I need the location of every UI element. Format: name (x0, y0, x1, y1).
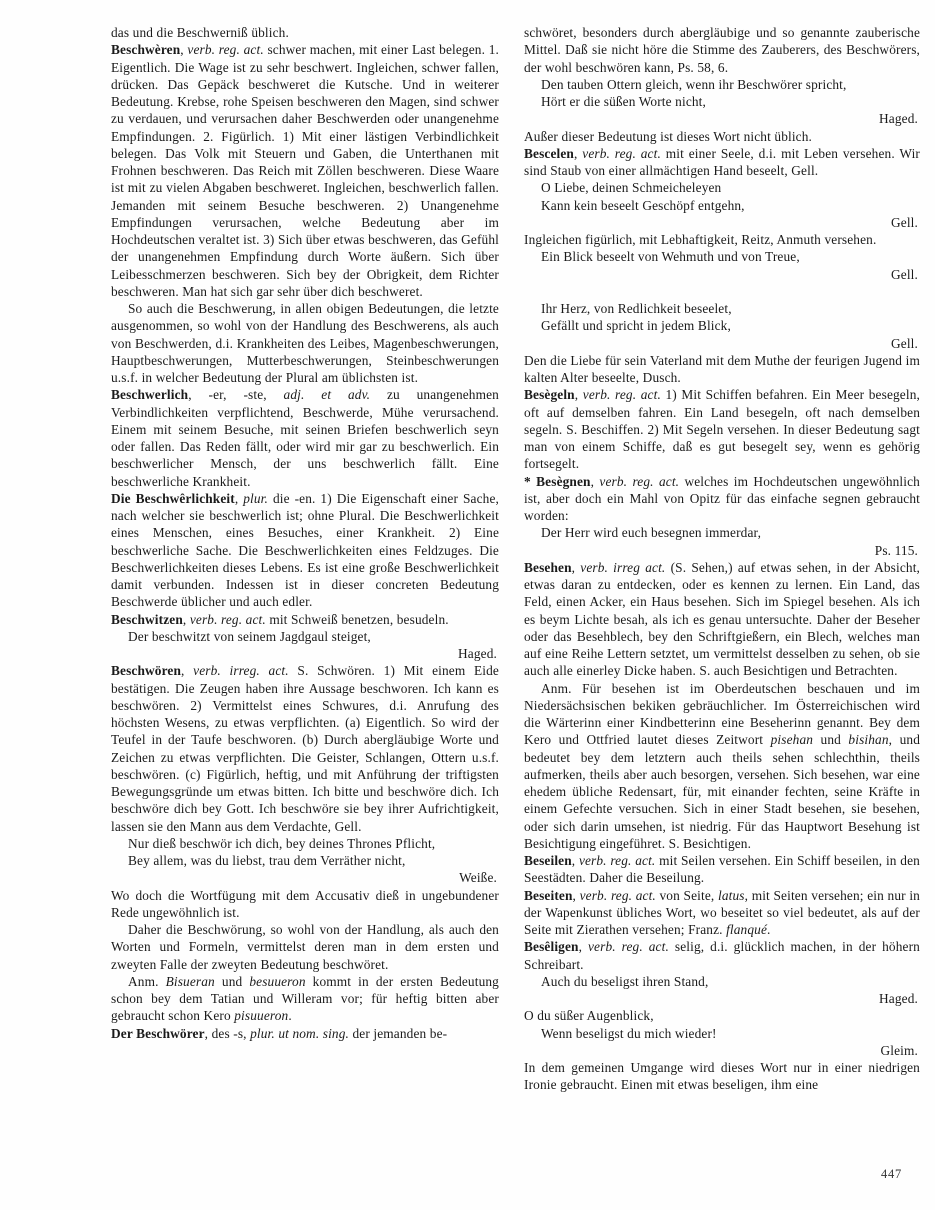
quotation-attribution: Gell. (891, 335, 918, 351)
dictionary-entry-beschwerlich (111, 386, 499, 490)
entry-body: mit einer Seele, d.i. mit Leben versehen. Wir sind Staub von einer allmächtigen Hand beseelt, Gell. (524, 145, 920, 178)
french-gloss: flanqué (726, 922, 768, 937)
quotation-attribution: Weiße. (459, 870, 497, 886)
right-text-column (524, 24, 920, 1164)
grammar-label: verb. reg. act. (579, 887, 656, 903)
quotation-line: Bey allem, was du liebst, trau dem Verräther nicht, (128, 853, 406, 868)
etymology-note (111, 973, 499, 1025)
entry-body: S. Schwören. 1) Mit einem Eide bestätigen. Die Zeugen haben ihre Aussage beschworen. Ich kann es beschwören. 2) Vermittelst eines Schwures, d.i. Anrufung des höchsten Wesens, zu etwas verpflichten. (a) Eigentlich. So wird der Teufel in der Taufe beschworen. (b) Durch abergläubige Worte und Zeichen zu etwas verpflichten. Die Geister, Schlangen, Ottern u.s.f. beschwören. (c) Figürlich, heftig, und mit Anführung der triftigsten Bewegungsgründe um etwas bitten. Ich bitte und beschwöre dich. Ich beschwöre dich bey Gott. Ich beschwöre sie bey ihrer Aufrichtigkeit, lassen sie den Mann aus dem Verdachte, Gell. (111, 663, 499, 834)
grammar-label: verb. irreg. act. (193, 663, 289, 679)
entry-body: der jemanden be- (349, 1025, 448, 1041)
entry-body: welches im Hochdeutschen ungewöhnlich ist, aber doch ein Mahl von Opitz für das einfache segnen gebraucht worden: (524, 473, 920, 523)
dictionary-entry-beschwerlichkeit (111, 490, 499, 611)
entry-body: mit Seilen versehen. Ein Schiff beseilen, in den Seestädten. Daher die Beseilung. (524, 853, 920, 886)
grammar-label: verb. reg. act. (578, 853, 656, 868)
quotation-line: Ihr Herz, von Redlichkeit beseelet, (541, 301, 732, 316)
page-number: 447 (881, 1167, 902, 1181)
note-text: und (214, 973, 250, 989)
entry-body: selig, d.i. glücklich machen, in der höhern Schreibart. (524, 939, 920, 972)
dictionary-entry-beseligen (524, 938, 920, 973)
headword: Besègeln (524, 387, 575, 403)
entry-body: (S. Sehen,) auf etwas sehen, in der Absicht, etwas daran zu entdecken, oder es kennen zu lernen. Ein Land, das Feld, einen Acker, ein Haus besehen. Sich im Spiegel besehen. Als ich es beym Lichte besah, als ich es genau untersuchte. Daher der Beseher oder das Besehblech, bey den Schriftgießern, ein Blech, welches man auf eine Reihe Lettern setztet, um vermittelst desselben zu sehen, ob sie auch alle einerley Dicke haben. S. auch Besichtigen und Betrachten. (524, 559, 921, 679)
paragraph-figurative-sense: Ingleichen figürlich, mit Lebhaftigkeit, Reitz, Anmuth versehen. (524, 232, 877, 247)
headword-comma: , (574, 387, 583, 403)
headword: Beseilen (524, 853, 572, 868)
quotation-line: Den tauben Ottern gleich, wenn ihr Beschwörer spricht, (541, 76, 847, 92)
headword-comma: , (571, 853, 579, 868)
quotation-line: O Liebe, deinen Schmeicheleyen (541, 180, 722, 196)
latin-gloss: latus (717, 887, 745, 903)
headword-forms: , -er, -ste, (188, 387, 284, 403)
quotation-attribution: Haged. (879, 111, 918, 127)
grammar-label: verb. reg. act. (582, 145, 661, 161)
entry-body: schwer machen, mit einer Last belegen. 1. Eigentlich. Die Wage ist zu sehr beschwert. Ingleichen, schwer fallen, drücken. Das Gepäck beschweret die Kutsche. Und in weiterer Bedeutung. Krebse, rohe Speisen beschweren den Magen, sind schwer zu verdauen, und verursachen daher Beschwerden oder unangenehme Empfindungen. 2. Figürlich. 1) Mit einer lästigen Verbindlichkeit belegen. Das Volk mit Steuern und Gaben, die Unterthanen mit Frohnen beschweren. Das Reich mit Zöllen beschweren. Diese Waare ist mit zu vielen Abgaben beschweret. Ingleichen, beschwerlich fallen. Jemanden mit seinem Besuche beschweren. 2) Unangenehme Empfindungen verursachen, welche Bedeutung aber im Hochdeutschen veraltet ist. 3) Sich über etwas beschweren, das Gefühl der unangenehmen Empfindung durch Worte äußern. Sich über Leibesschmerzen beschweren. Sich bey der Obrigkeit, dem Richter beschweren. Man hat sich gar sehr über dich beschweret. (111, 42, 499, 299)
quotation-line: Der Herr wird euch besegnen immerdar, (541, 525, 762, 541)
grammar-label: verb. reg. act. (582, 387, 661, 403)
grammar-label: verb. reg. act. (187, 42, 264, 58)
entry-body: von Seite, latus, mit Seiten versehen; ein nur in der Wapenkunst übliches Wort, wo beseitet so viel bedeutet, als auf der Seite mit Zierathen versehen; Franz. flanqué. (524, 887, 920, 937)
dictionary-entry-beseilen (524, 852, 920, 887)
dictionary-entry-bescelen (524, 145, 920, 180)
paragraph-continuation: schwöret, besonders durch abergläubige und so genannte zauberische Mittel. Daß sie nicht höre die Stimme des Zauberers, des Beschwörers, der wohl beschwören kann, Ps. 58, 6. (524, 25, 920, 75)
quotation-line: Wenn beseligst du mich wieder! (541, 1025, 717, 1041)
headword-comma: , (180, 42, 188, 58)
headword-comma: , (571, 559, 581, 575)
quotation-line: Kann kein beseelt Geschöpf entgehn, (541, 197, 745, 213)
entry-body: mit Schweiß benetzen, besudeln. (265, 611, 449, 627)
note-text: und (813, 732, 849, 748)
old-form-besuueron: besuueron (249, 973, 306, 989)
old-form-bisueran: Bisueran (165, 973, 215, 989)
headword-comma: , (182, 611, 190, 627)
quotation-line-flush: O du süßer Augenblick, (524, 1008, 654, 1024)
grammar-label: verb. irreg act. (580, 559, 666, 575)
entry-body: zu unangenehmen Verbindlichkeiten verpflichtend, Beschwerde, Mühe verursachend. Einem mit seinem Besuche, mit seinen Briefen beschwerlich seyn oder fallen. Das Reden fällt, oder wird mir gar zu beschwerlich. Ein beschwerlicher Mensch, der uns beschwerlich fällt. Eine beschwerliche Krankheit. (111, 387, 499, 489)
dictionary-entry-besehen (524, 559, 920, 680)
left-text-column (111, 24, 499, 1164)
quotation-attribution: Haged. (879, 991, 918, 1006)
note-text: . (288, 1008, 292, 1024)
old-form-bisihan: bisihan (848, 732, 889, 748)
headword: Der Beschwörer (111, 1025, 205, 1041)
dictionary-entry-besegnen (524, 473, 920, 525)
paragraph-usage-note: Außer dieser Bedeutung ist dieses Wort nicht üblich. (524, 128, 813, 144)
grammar-label: verb. reg. act. (189, 611, 266, 627)
quotation-line: Nur dieß beschwör ich dich, bey deines Thrones Pflicht, (128, 835, 436, 851)
paragraph-continuation: das und die Beschwerniß üblich. (111, 25, 289, 40)
two-column-body (111, 24, 921, 1164)
quotation-attribution: Gell. (891, 214, 918, 230)
grammar-label: plur. (243, 490, 269, 506)
headword: Beschwèren (111, 42, 181, 58)
quotation-source-reference: Ps. 115. (874, 542, 918, 558)
dictionary-entry-der-beschwoerer (111, 1025, 499, 1042)
headword-forms: , des -s, (204, 1025, 251, 1041)
grammar-label: verb. reg. act. (599, 473, 680, 489)
quotation-attribution: Haged. (458, 646, 497, 661)
dictionary-entry-beschwitzen (111, 611, 499, 628)
headword: Beschwören (111, 663, 182, 679)
entry-body: 1) Mit Schiffen befahren. Ein Meer besegeln, oft auf demselben fahren. Ein Land besegeln, oft nach demselben segeln. S. Beschiffen. 2) Mit Segeln versehen. In dieser Bedeutung sagt man von einem Schiffe, daß es gut besegelt sey, wenn es gehörig fortsegelt. (524, 387, 920, 472)
quotation-line: Auch du beseligst ihren Stand, (541, 973, 709, 989)
note-text: , und bedeutet bey dem letztern auch theils sehen schlechthin, theils aufmerken, theils aber auch besorgen, versehen. Sich besehen, war eine ehedem übliche Redensart, für, mit einander fechten, seine Kräfte in einem Gefechte versuchen. Sich in einer Stadt besehen, sie besehen, oder sich darin umsehen, ist niedrig. Für das Hauptwort Besehung ist Besichtigung eingeführet. S. Besichtigen. (524, 732, 921, 851)
grammar-label: verb. reg. act. (588, 939, 669, 955)
quotation-line: Hört er die süßen Worte nicht, (541, 94, 706, 109)
grammar-label: adj. et adv. (283, 387, 371, 403)
paragraph-wortfuegung: Wo doch die Wortfügung mit dem Accusativ dieß in ungebundener Rede ungewöhnlich ist. (111, 887, 499, 920)
headword: Besêligen (524, 939, 579, 955)
note-text: kommt in der ersten Bedeutung schon bey dem Tatian und Willeram vor; für heftig bitten aber gebraucht schon Kero (111, 973, 499, 1024)
headword: Beschwitzen (111, 611, 183, 627)
headword-comma: , (578, 939, 588, 955)
headword: Besehen (524, 559, 572, 575)
paragraph-beschwoerung: Daher die Beschwörung, so wohl von der Handlung, als auch den Worten und Formeln, vermittelst deren man in dem ersten und zweyten Falle der zweyten Bedeutung beschwöret. (111, 922, 499, 972)
etymology-note (524, 680, 920, 853)
dictionary-entry-besegeln (524, 386, 920, 472)
quotation-line: Der beschwitzt von seinem Jagdgaul steiget, (128, 628, 371, 644)
headword: * Besègnen (524, 473, 591, 489)
quotation-attribution: Gleim. (880, 1042, 918, 1058)
headword-comma: , (572, 887, 580, 903)
headword: Bescelen (524, 145, 574, 161)
headword-comma: , (181, 663, 194, 679)
paragraph-dusch-citation: Den die Liebe für sein Vaterland mit dem Muthe der feurigen Jugend im kalten Alter beseelte, Dusch. (524, 352, 920, 385)
headword-comma: , (590, 473, 600, 489)
headword-comma: , (573, 145, 583, 161)
note-label: Anm. (128, 973, 166, 989)
dictionary-entry-beschwoeren (111, 662, 499, 835)
headword: Die Beschwêrlichkeit (111, 490, 235, 506)
old-form-pisuueron: pisuueron (234, 1008, 289, 1024)
paragraph-ironic-usage: In dem gemeinen Umgange wird dieses Wort nur in einer niedrigen Ironie gebraucht. Einen mit etwas beseligen, ihm eine (524, 1060, 920, 1093)
grammar-label: plur. ut nom. sing. (250, 1025, 350, 1041)
note-label: Anm. Für besehen ist im Oberdeutschen beschauen und im Niedersächsischen bekiken gebräuchlicher. Im Österreichischen wird die Wärterinn einer Kindbetterinn eine Beseherinn genannt. Bey dem Kero und Ottfried lautet dieses Zeitwort (524, 680, 920, 748)
vertical-spacer (524, 283, 920, 300)
old-form-pisehan: pisehan (770, 732, 814, 748)
dictionary-entry-beseiten (524, 887, 920, 939)
headword: Beseiten (524, 887, 573, 903)
paragraph-beschwerung: So auch die Beschwerung, in allen obigen Bedeutungen, die letzte ausgenommen, so wohl von der Handlung des Beschwerens, als auch von Beschwerden, d.i. Krankheiten des Leibes, Magenbeschwerungen, Hauptbeschwerungen, Mutterbeschwerungen, Steinbeschwerungen u.s.f. in welcher Bedeutung der Plural am üblichsten ist. (111, 301, 499, 385)
quotation-attribution: Gell. (891, 266, 918, 282)
dictionary-entry-beschweren (111, 41, 499, 300)
entry-body: die -en. 1) Die Eigenschaft einer Sache, nach welcher sie beschwerlich ist; ohne Plural. Die Beschwerlichkeit eines Menschen, eines Besuches, einer Krankheit. 2) Eine beschwerliche Sache. Die Beschwerlichkeiten eines Feldzuges. Die Beschwerlichkeiten dieses Lebens. Es ist eine große Beschwerlichkeit damit verbunden. Indessen ist in dieser concreten Bedeutung Beschwerde üblicher und auch edler. (111, 490, 499, 610)
headword-comma: , (234, 490, 244, 506)
headword: Beschwerlich (111, 387, 189, 403)
quotation-line: Gefällt und spricht in jedem Blick, (541, 318, 731, 334)
quotation-line: Ein Blick beseelt von Wehmuth und von Treue, (541, 249, 800, 265)
